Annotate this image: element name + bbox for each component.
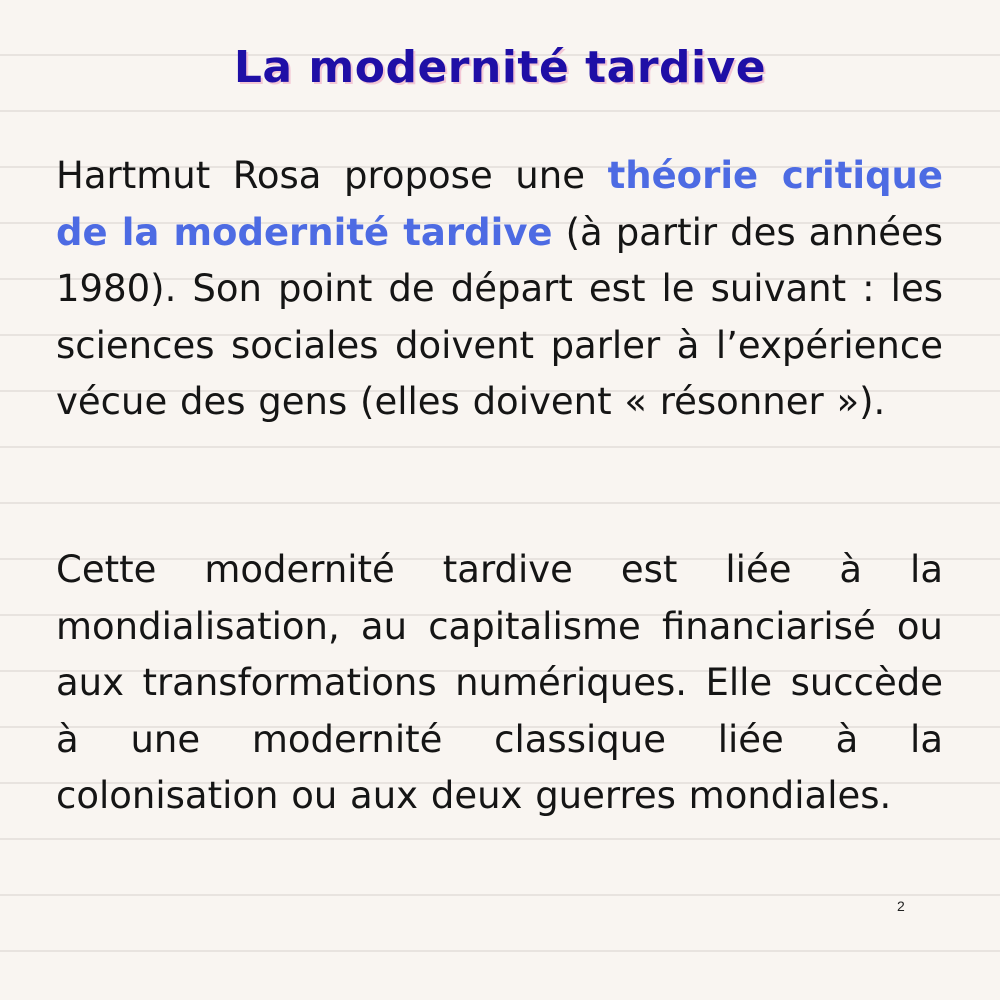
paragraph-intro-end: (à partir des années 1980). Son point de départ est le suivant : les sciences sociales doivent parler à l’expérience vécue des gens (elles doivent « résonner »). — [56, 210, 944, 423]
highlighted-phrase: théorie critique de la modernité tardive — [56, 154, 943, 254]
page-number: 2 — [897, 898, 905, 914]
paragraph-context: Cette modernité tardive est liée à la mondialisation, au capitalisme financiarisé ou aux transformations numériques. Elle succède à une modernité classique liée à la colonisation ou aux deux guerres mondiales. — [56, 548, 943, 817]
paragraph-intro — [56, 148, 943, 431]
page-title: La modernité tardive — [233, 42, 767, 93]
paragraph-intro-start: Hartmut Rosa propose une — [56, 154, 608, 197]
